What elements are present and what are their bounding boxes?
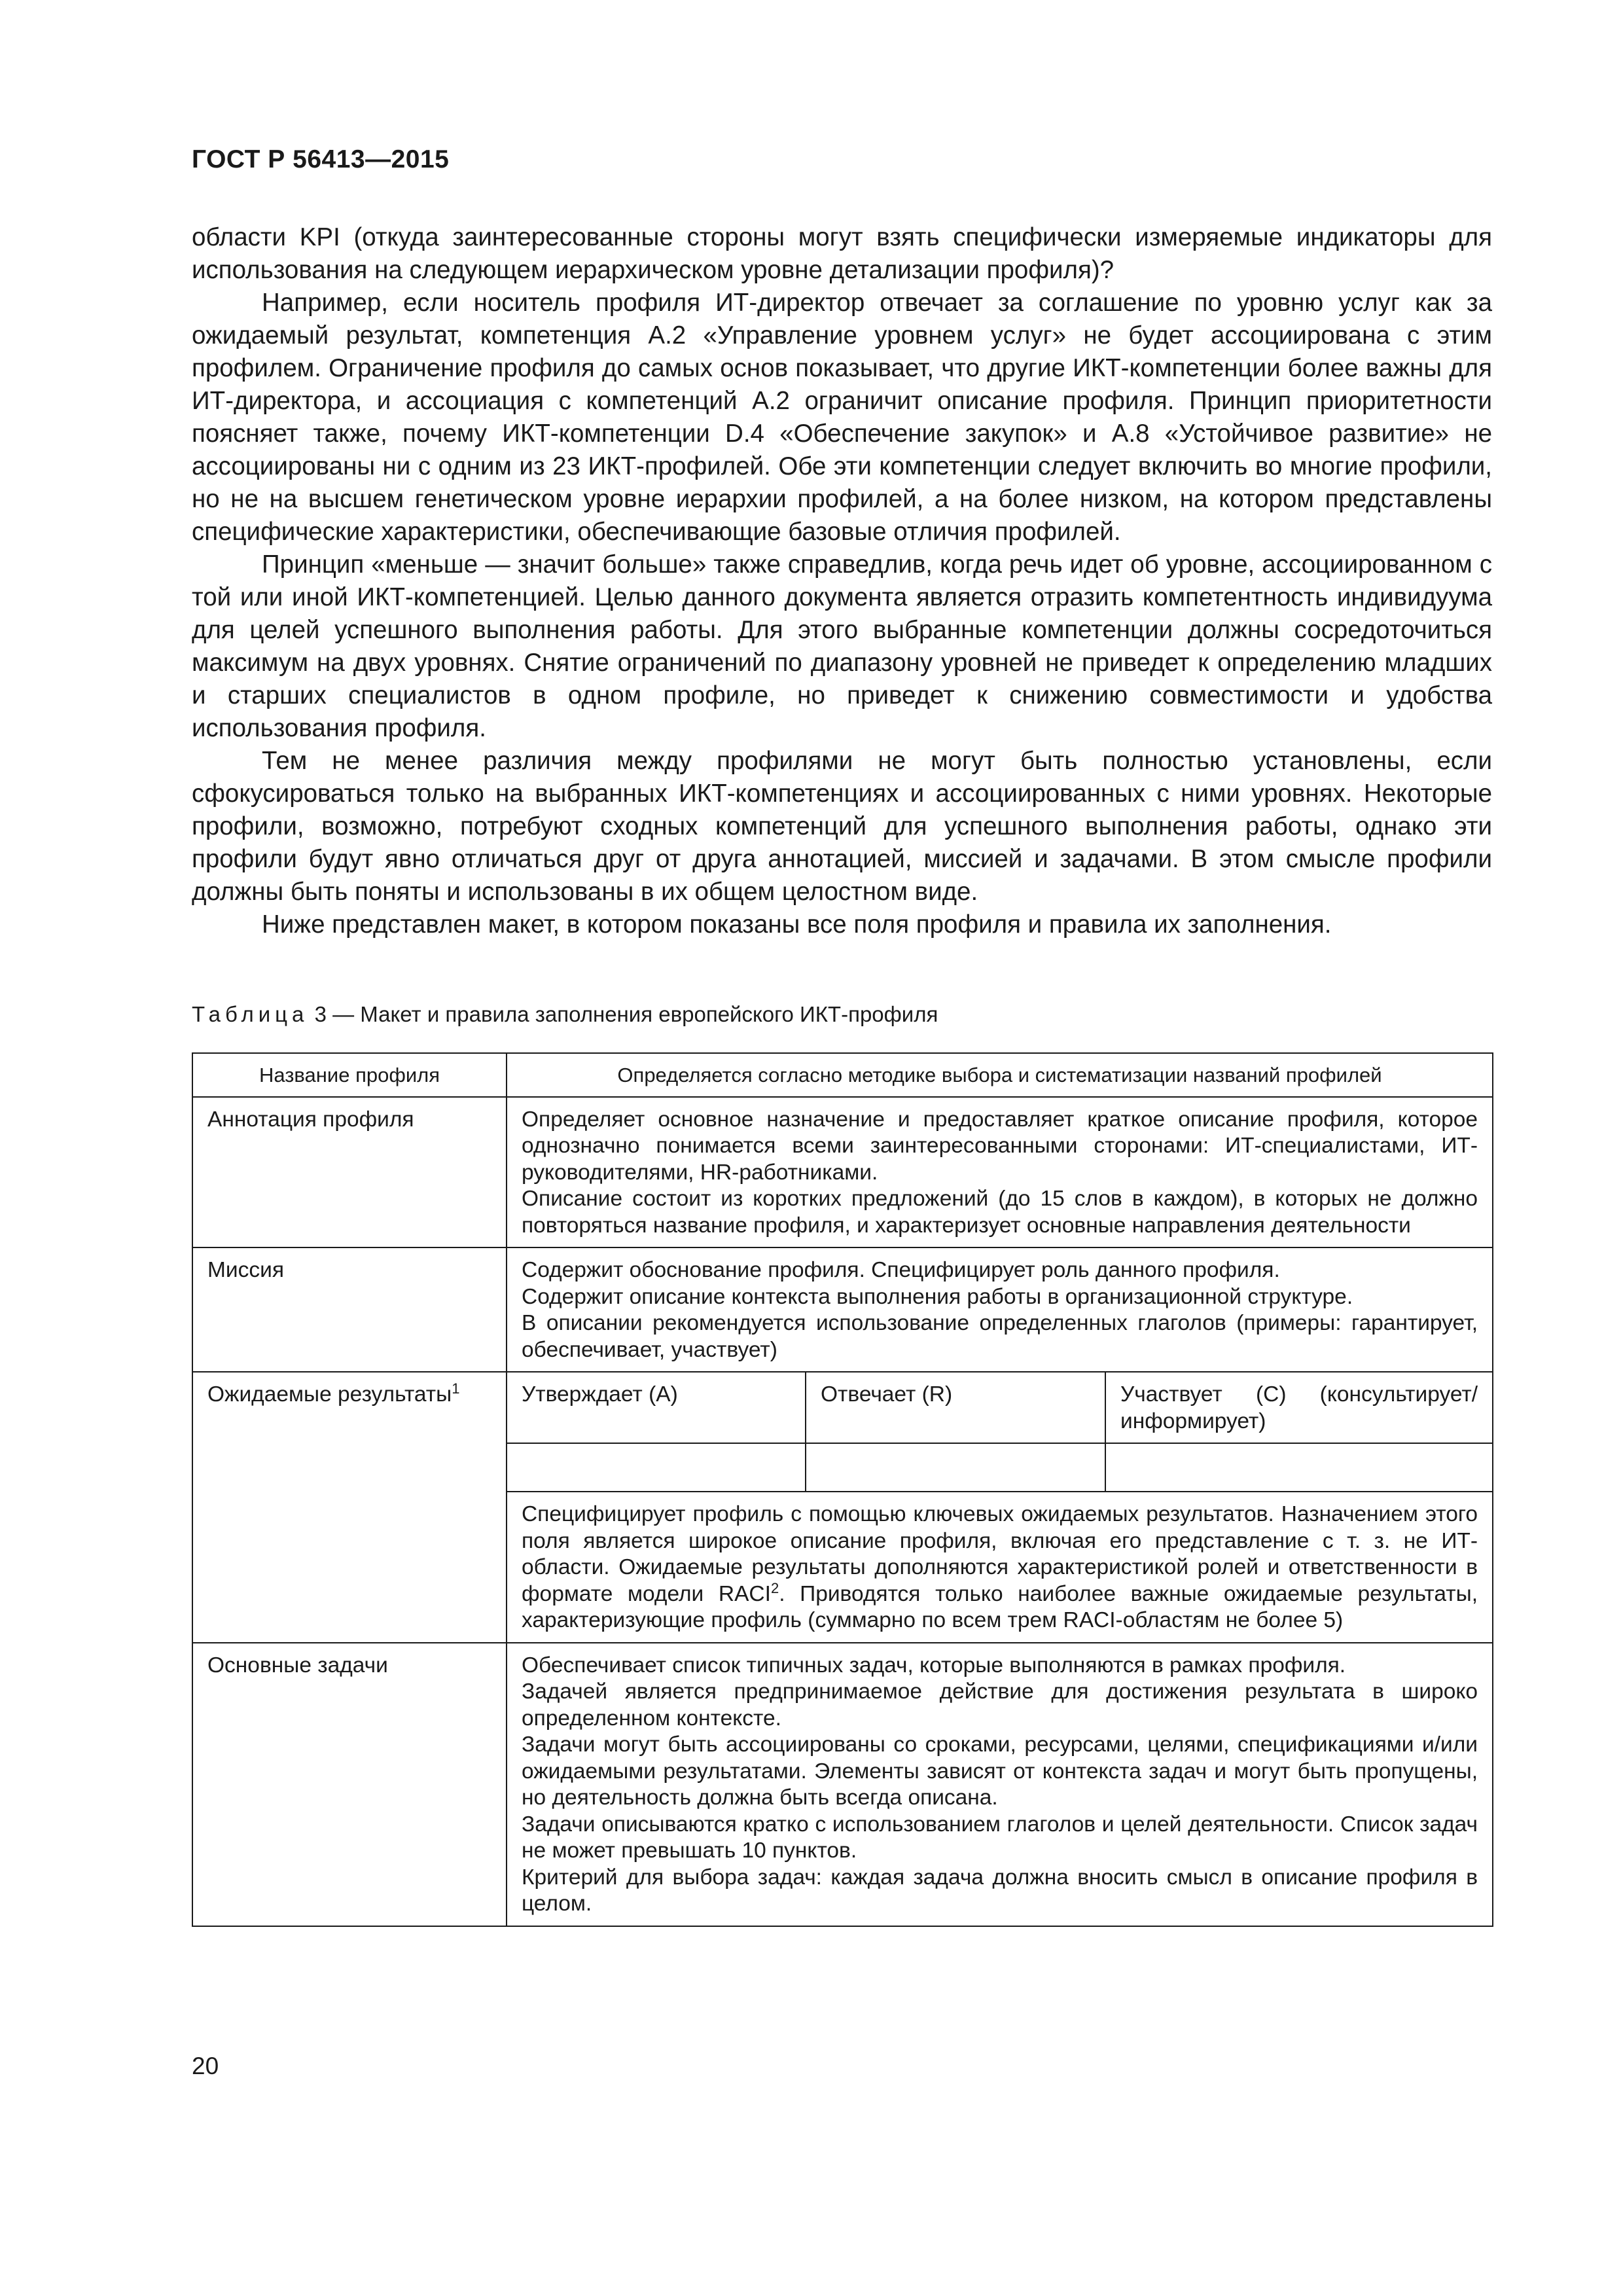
annotation-line-1: Определяет основное назначение и предоставляет краткое описание профиля, которое однозначно понимается всеми заинтересованными сторонами: ИТ-специалистами, ИТ-руководителями, HR-работниками. xyxy=(522,1107,1478,1185)
results-label xyxy=(192,1372,507,1643)
table-row-results-header xyxy=(192,1372,1493,1443)
tasks-line-4: Задачи описываются кратко с использованием глаголов и целей деятельности. Список задач не может превышать 10 пунктов. xyxy=(522,1812,1478,1863)
annotation-label: Аннотация профиля xyxy=(192,1097,507,1248)
annotation-description xyxy=(507,1097,1493,1248)
table-caption-title: 3 — Макет и правила заполнения европейского ИКТ-профиля xyxy=(314,1002,938,1026)
tasks-label: Основные задачи xyxy=(192,1643,507,1926)
results-description-part-1: Специфицирует профиль с помощью ключевых ожидаемых результатов. Назначением этого поля является широкое описание профиля, включая его представление с т. з. не ИТ-области. Ожидаемые результаты дополняются характеристикой ролей и ответственности в формате модели RACI xyxy=(522,1502,1478,1606)
paragraph-1: области KPI (откуда заинтересованные стороны могут взять специфически измеряемые индикаторы для использования на следующем иерархическом уровне детализации профиля)? xyxy=(192,223,1492,284)
tasks-line-3: Задачи могут быть ассоциированы со сроками, ресурсами, целями, спецификациями и/или ожидаемыми результатами. Элементы зависят от контекста задач и могут быть пропущены, но деятельность должна быть всегда описана. xyxy=(522,1732,1478,1810)
tasks-line-1: Обеспечивает список типичных задач, которые выполняются в рамках профиля. xyxy=(522,1653,1346,1677)
raci-responsible: Отвечает (R) xyxy=(806,1372,1105,1443)
table-row-mission xyxy=(192,1247,1493,1372)
results-description xyxy=(507,1492,1493,1643)
raci-consulted-informed: Участвует (C) (консультирует/информирует) xyxy=(1105,1372,1493,1443)
tasks-line-5: Критерий для выбора задач: каждая задача должна вносить смысл в описание профиля в целом. xyxy=(522,1865,1478,1916)
mission-line-2: Содержит описание контекста выполнения работы в организационной структуре. xyxy=(522,1284,1353,1309)
results-label-text: Ожидаемые результаты xyxy=(207,1382,452,1407)
results-footnote-1: 1 xyxy=(452,1380,460,1397)
table-caption-word: Таблица xyxy=(192,1002,309,1026)
raci-responsible-cell xyxy=(806,1443,1105,1492)
paragraph-3: Принцип «меньше — значит больше» также справедлив, когда речь идет об уровне, ассоциированном с той или иной ИКТ-компетенцией. Целью данного документа является отразить компетентность индивидуума для целей успешного выполнения работы. Для этого выбранные компетенции должны сосредоточиться максимум на двух уровнях. Снятие ограничений по диапазону уровней не приведет к определению младших и старших специалистов в одном профиле, но приведет к снижению совместимости и удобства использования профиля. xyxy=(192,550,1492,742)
results-footnote-2: 2 xyxy=(770,1579,779,1596)
tasks-description xyxy=(507,1643,1493,1926)
table-row-tasks xyxy=(192,1643,1493,1926)
paragraph-2: Например, если носитель профиля ИТ-директор отвечает за соглашение по уровню услуг как за ожидаемый результат, компетенция А.2 «Управление уровнем услуг» не будет ассоциирована с этим профилем. Ограничение профиля до самых основ показывает, что другие ИКТ-компетенции более важны для ИТ-директора, и ассоциация с компетенций А.2 ограничит описание профиля. Принцип приоритетности поясняет также, почему ИКТ-компетенции D.4 «Обеспечение закупок» и А.8 «Устойчивое развитие» не ассоциированы ни с одним из 23 ИКТ-профилей. Обе эти компетенции следует включить во многие профили, но не на высшем генетическом уровне иерархии профилей, а на более низком, на котором представлены специфические характеристики, обеспечивающие базовые отличия профилей. xyxy=(192,289,1492,546)
table-header-row xyxy=(192,1053,1493,1097)
profile-template-table xyxy=(192,1052,1493,1927)
header-profile-name-rule: Определяется согласно методике выбора и систематизации названий профилей xyxy=(507,1053,1493,1097)
header-profile-name: Название профиля xyxy=(192,1053,507,1097)
document-header: ГОСТ Р 56413—2015 xyxy=(192,145,450,173)
table-caption xyxy=(192,1001,938,1028)
page-number: 20 xyxy=(192,2053,219,2079)
annotation-line-2: Описание состоит из коротких предложений (до 15 слов в каждом), в которых не должно повторяться название профиля, и характеризует основные направления деятельности xyxy=(522,1187,1478,1238)
paragraph-4: Тем не менее различия между профилями не могут быть полностью установлены, если сфокусироваться только на выбранных ИКТ-компетенциях и ассоциированных с ними уровнях. Некоторые профили, возможно, потребуют сходных компетенций для успешного выполнения работы, однако эти профили будут явно отличаться друг от друга аннотацией, миссией и задачами. В этом смысле профили должны быть поняты и использованы в их общем целостном виде. xyxy=(192,747,1492,906)
tasks-line-2: Задачей является предпринимаемое действие для достижения результата в широко определенном контексте. xyxy=(522,1679,1478,1731)
mission-line-3: В описании рекомендуется использование определенных глаголов (примеры: гарантирует, обеспечивает, участвует) xyxy=(522,1311,1478,1362)
mission-label: Миссия xyxy=(192,1247,507,1372)
mission-line-1: Содержит обоснование профиля. Специфицирует роль данного профиля. xyxy=(522,1258,1280,1282)
paragraph-5: Ниже представлен макет, в котором показаны все поля профиля и правила их заполнения. xyxy=(262,910,1332,939)
body-text xyxy=(192,221,1492,941)
raci-approves-cell xyxy=(507,1443,806,1492)
mission-description xyxy=(507,1247,1493,1372)
table-row-annotation xyxy=(192,1097,1493,1248)
results-description-part-2: . Приводятся только наиболее важные ожидаемые результаты, характеризующие профиль (суммарно по всем трем RACI-областям не более 5) xyxy=(522,1581,1478,1632)
raci-approves: Утверждает (A) xyxy=(507,1372,806,1443)
raci-consulted-cell xyxy=(1105,1443,1493,1492)
